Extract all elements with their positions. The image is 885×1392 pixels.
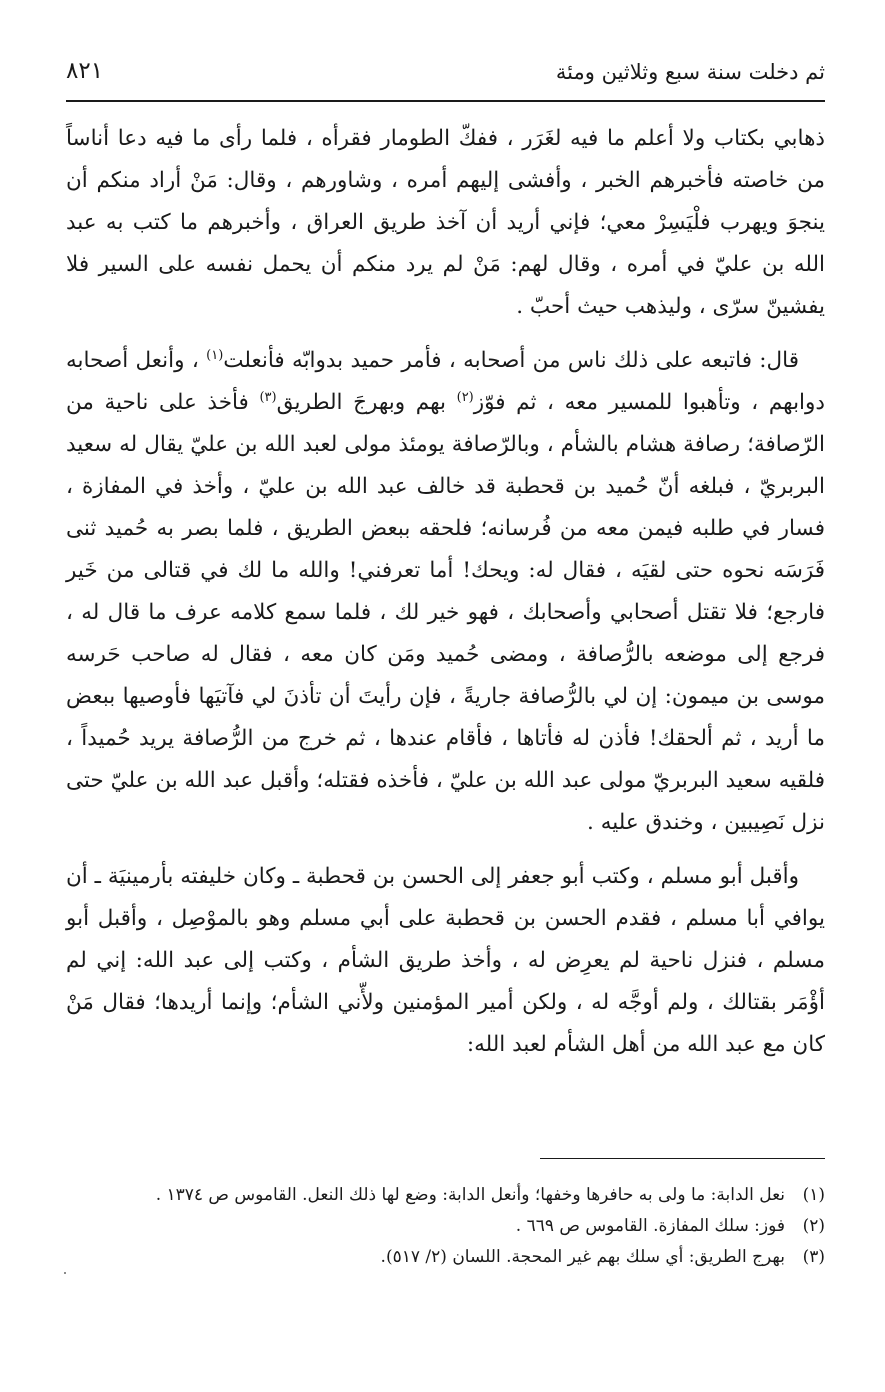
footnote-separator xyxy=(540,1158,825,1159)
text-segment: بهم وبهرجَ الطريق xyxy=(276,390,457,415)
footnote-text: فوز: سلك المفازة. القاموس ص ٦٦٩ . xyxy=(515,1216,785,1236)
main-text xyxy=(66,118,825,1078)
footnote-number: (١) xyxy=(802,1185,825,1205)
scan-speck xyxy=(64,1272,66,1274)
text-segment: ذهابي بكتاب ولا أعلم ما فيه لغَرَر ، ففكّ الطومار فقرأه ، فلما رأى ما فيه دعا أناساً من خاصته فأخبرهم الخبر ، وأفشى إليهم أمره ، وشاورهم ، وقال: مَنْ أراد منكم أن ينجوَ ويهرب فلْيَسِرْ معي؛ فإني أريد أن آخذ طريق العراق ، وأخبرهم ما كتب به عبد الله بن عليّ في أمره ، وقال لهم: مَنْ لم يرد منكم أن يحمل نفسه على السير فلا يفشينّ سرّى ، وليذهب حيث أحبّ . xyxy=(66,126,825,319)
footnote-text: نعل الدابة: ما ولى به حافرها وخفها؛ وأنعل الدابة: وضع لها ذلك النعل. القاموس ص ١٣٧٤ . xyxy=(155,1185,785,1205)
page-header xyxy=(66,52,825,102)
footnote-1 xyxy=(66,1180,825,1211)
footnote-number: (٢) xyxy=(802,1216,825,1236)
text-segment: ، وأنعل أصحابه دوابهم ، وتأهبوا للمسير معه ، ثم فوّز xyxy=(66,348,825,415)
paragraph-3 xyxy=(66,856,825,1066)
footnotes xyxy=(66,1180,825,1273)
text-segment: وأقبل أبو مسلم ، وكتب أبو جعفر إلى الحسن بن قحطبة ـ وكان خليفته بأرمينيَة ـ أن يوافي أبا مسلم ، فقدم الحسن بن قحطبة على أبي مسلم وهو بالموْصِل ، وأقبل أبو مسلم ، فنزل ناحية لم يعرِض له ، وأخذ طريق الشأم ، وكتب إلى عبد الله: إني لم أؤْمَر بقتالك ، ولم أوجَّه له ، ولكن أمير المؤمنين ولأّني الشأم؛ وإنما أريدها؛ فقال مَنْ كان مع عبد الله من أهل الشأم لعبد الله: xyxy=(66,864,825,1057)
footnote-ref-3[interactable]: (٣) xyxy=(259,389,277,405)
footnote-ref-2[interactable]: (٢) xyxy=(456,389,474,405)
footnote-2 xyxy=(66,1211,825,1242)
paragraph-1 xyxy=(66,118,825,328)
page-number: ٨٢١ xyxy=(66,58,104,84)
running-title: ثم دخلت سنة سبع وثلاثين ومئة xyxy=(555,60,825,84)
text-segment: قال: فاتبعه على ذلك ناس من أصحابه ، فأمر حميد بدوابّه فأنعلت xyxy=(223,348,800,373)
text-segment: فأخذ على ناحية من الرّصافة؛ رصافة هشام بالشأم ، وبالرّصافة يومئذ مولى لعبد الله بن عليّ يقال له سعيد البربريّ ، فبلغه أنّ حُميد بن قحطبة قد خالف عبد الله بن عليّ ، وأخذ في المفازة ، فسار في طلبه فيمن معه من فُرسانه؛ فلحقه ببعض الطريق ، فلما بصر به حُميد ثنى فَرَسَه نحوه حتى لقيَه ، فقال له: ويحك! أما تعرفني! والله ما لك في قتالى من خَير فارجع؛ فلا تقتل أصحابي وأصحابك ، فهو خير لك ، فلما سمع كلامه عرف ما قال له ، فرجع إلى موضعه بالرُّصافة ، ومضى حُميد ومَن كان معه ، فقال له صاحب حَرسه موسى بن ميمون: إن لي بالرُّصافة جاريةً ، فإن رأيتَ أن تأذنَ لي فآتيَها فأوصيها ببعض ما أريد ، ثم ألحقك! فأذن له فأتاها ، فأقام عندها ، ثم خرج من الرُّصافة يريد حُميداً ، فلقيه سعيد البربريّ مولى عبد الله بن عليّ ، فأخذه فقتله؛ وأقبل عبد الله بن عليّ حتى نزل نَصِيبين ، وخندق عليه . xyxy=(66,390,825,835)
paragraph-2 xyxy=(66,340,825,844)
footnote-ref-1[interactable]: (١) xyxy=(206,347,224,363)
footnote-number: (٣) xyxy=(802,1247,825,1267)
footnote-3 xyxy=(66,1242,825,1273)
footnote-text: بهرج الطريق: أي سلك بهم غير المحجة. اللسان (٢/ ٥١٧). xyxy=(380,1247,785,1267)
